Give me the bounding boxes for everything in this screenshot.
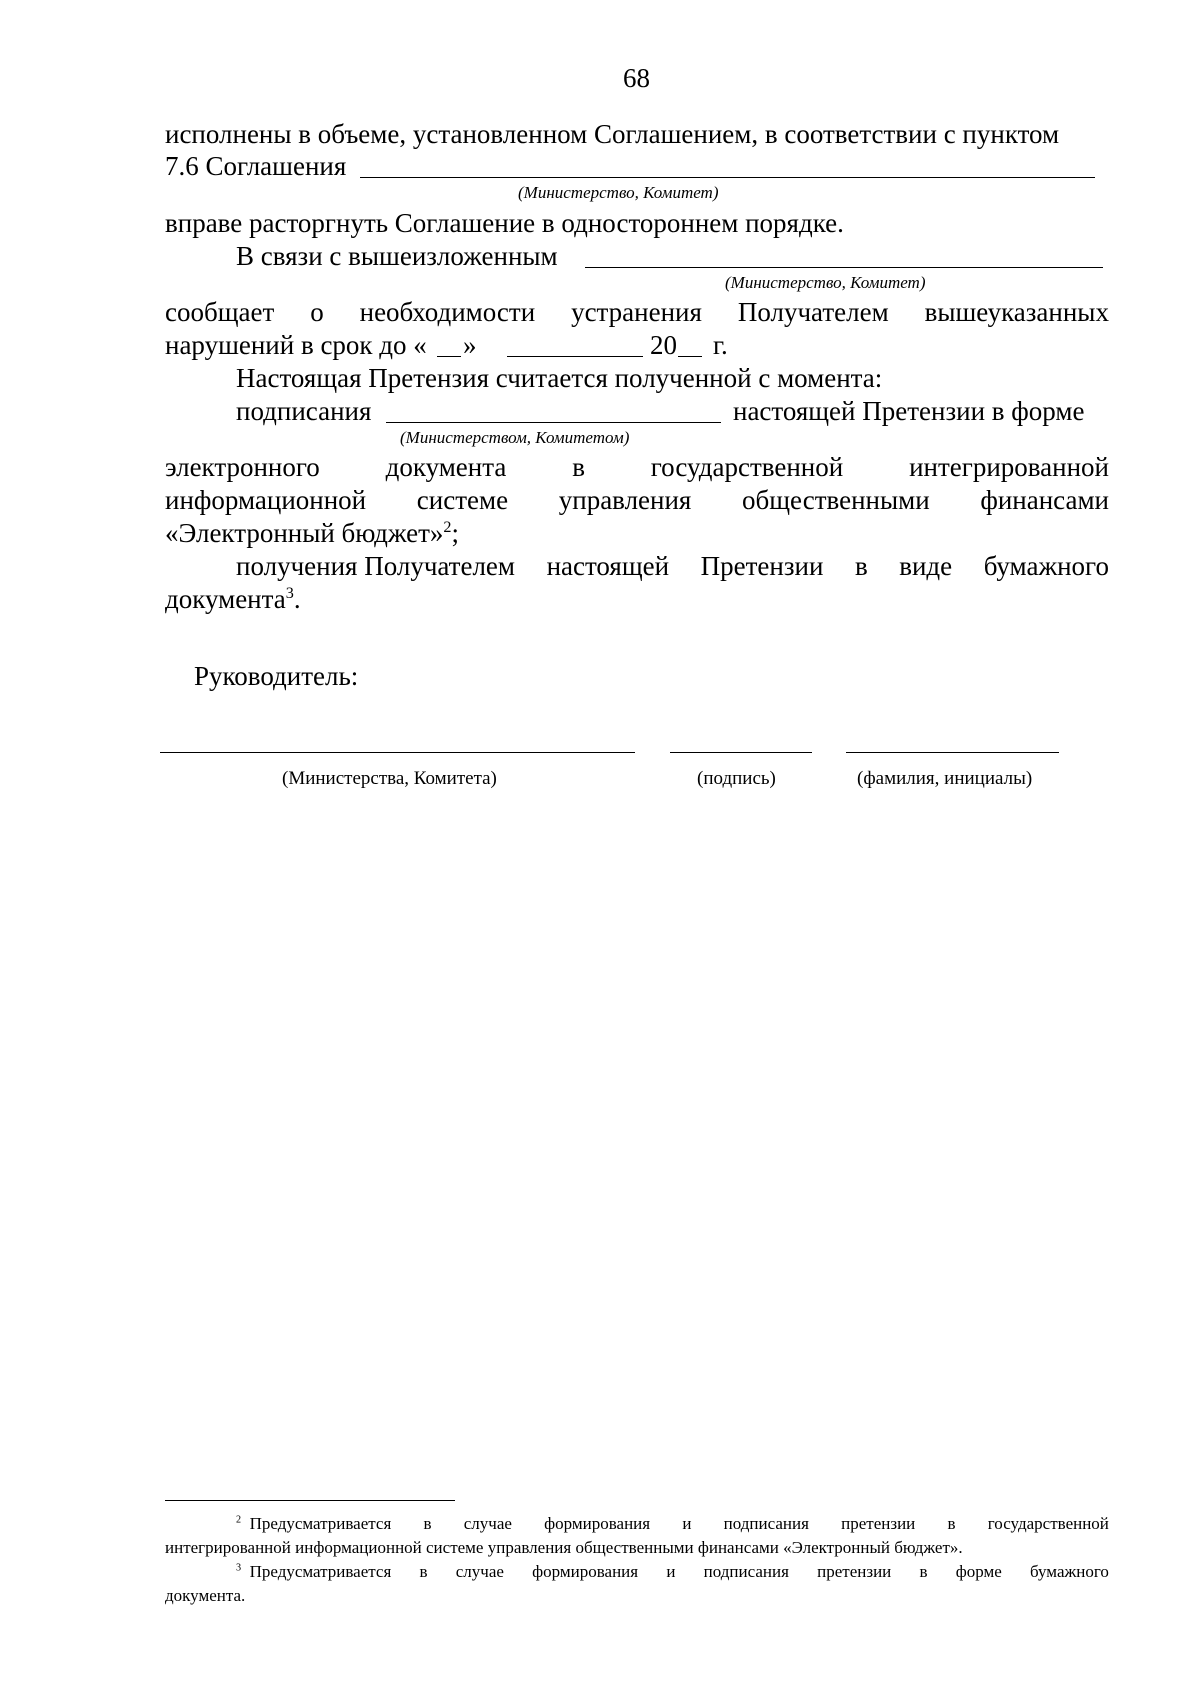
body-line-3: вправе расторгнуть Соглашение в одностороннем порядке. — [165, 208, 844, 238]
deadline-year-suffix: г. — [713, 330, 728, 360]
caption-ministry-2: (Министерство, Комитет) — [725, 273, 926, 292]
body-line-1: исполнены в объеме, установленном Соглашением, в соответствии с пунктом — [165, 119, 1060, 149]
footnote-ref-3: 3 — [285, 584, 294, 602]
fill-line-month — [507, 356, 643, 357]
signature-title: Руководитель: — [194, 661, 359, 691]
footnote-2-mark: 2 — [236, 1514, 242, 1526]
fill-line-ministry-3 — [386, 422, 721, 423]
page-number: 68 — [623, 63, 650, 93]
footnote-3-line-1: $^3$ Предусматривается в случае формирования и подписания претензии в форме бумажного — [236, 1562, 1109, 1581]
signature-line-sign — [670, 752, 812, 753]
body-line-4: В связи с вышеизложенным — [236, 241, 558, 271]
fill-line-day — [437, 356, 461, 357]
body-line-8-b: настоящей Претензии в форме — [733, 396, 1085, 426]
body-line-7: Настоящая Претензия считается полученной с момента: — [236, 363, 883, 393]
fill-line-year — [678, 356, 702, 357]
caption-signature: (подпись) — [697, 768, 776, 789]
body-line-10: информационной системе управления общественными финансами — [165, 485, 1109, 515]
body-line-11: «Электронный бюджет»$^2$; — [165, 518, 460, 548]
footnote-separator — [165, 1500, 455, 1501]
caption-org: (Министерства, Комитета) — [282, 768, 497, 789]
fill-line-ministry-1 — [360, 177, 1095, 178]
footnote-3-mark: 3 — [236, 1562, 242, 1574]
footnote-2-line-1: $^2$ Предусматривается в случае формирования и подписания претензии в государственной — [236, 1514, 1109, 1533]
caption-ministry-3: (Министерством, Комитетом) — [400, 428, 630, 447]
footnote-ref-2: 2 — [443, 518, 452, 536]
body-line-2: 7.6 Соглашения — [165, 151, 347, 181]
caption-ministry-1: (Министерство, Комитет) — [518, 183, 719, 202]
body-line-12: получения Получателем настоящей Претензии в виде бумажного — [236, 551, 1109, 581]
signature-line-org — [160, 752, 635, 753]
body-line-9: электронного документа в государственной интегрированной — [165, 452, 1109, 482]
body-line-6-deadline: нарушений в срок до « — [165, 330, 427, 360]
deadline-close-quote: » — [463, 330, 477, 360]
caption-full-name: (фамилия, инициалы) — [857, 768, 1033, 789]
signature-line-name — [846, 752, 1059, 753]
footnote-2-line-2: интегрированной информационной системе управления общественными финансами «Электронный бюджет». — [165, 1538, 963, 1557]
fill-line-ministry-2 — [585, 267, 1103, 268]
footnote-3-line-2: документа. — [165, 1586, 246, 1605]
body-line-13: документа$^3$. — [165, 584, 301, 614]
deadline-year-prefix: 20 — [650, 330, 677, 360]
body-line-8-a: подписания — [236, 396, 372, 426]
body-line-5: сообщает о необходимости устранения Получателем вышеуказанных — [165, 297, 1109, 327]
